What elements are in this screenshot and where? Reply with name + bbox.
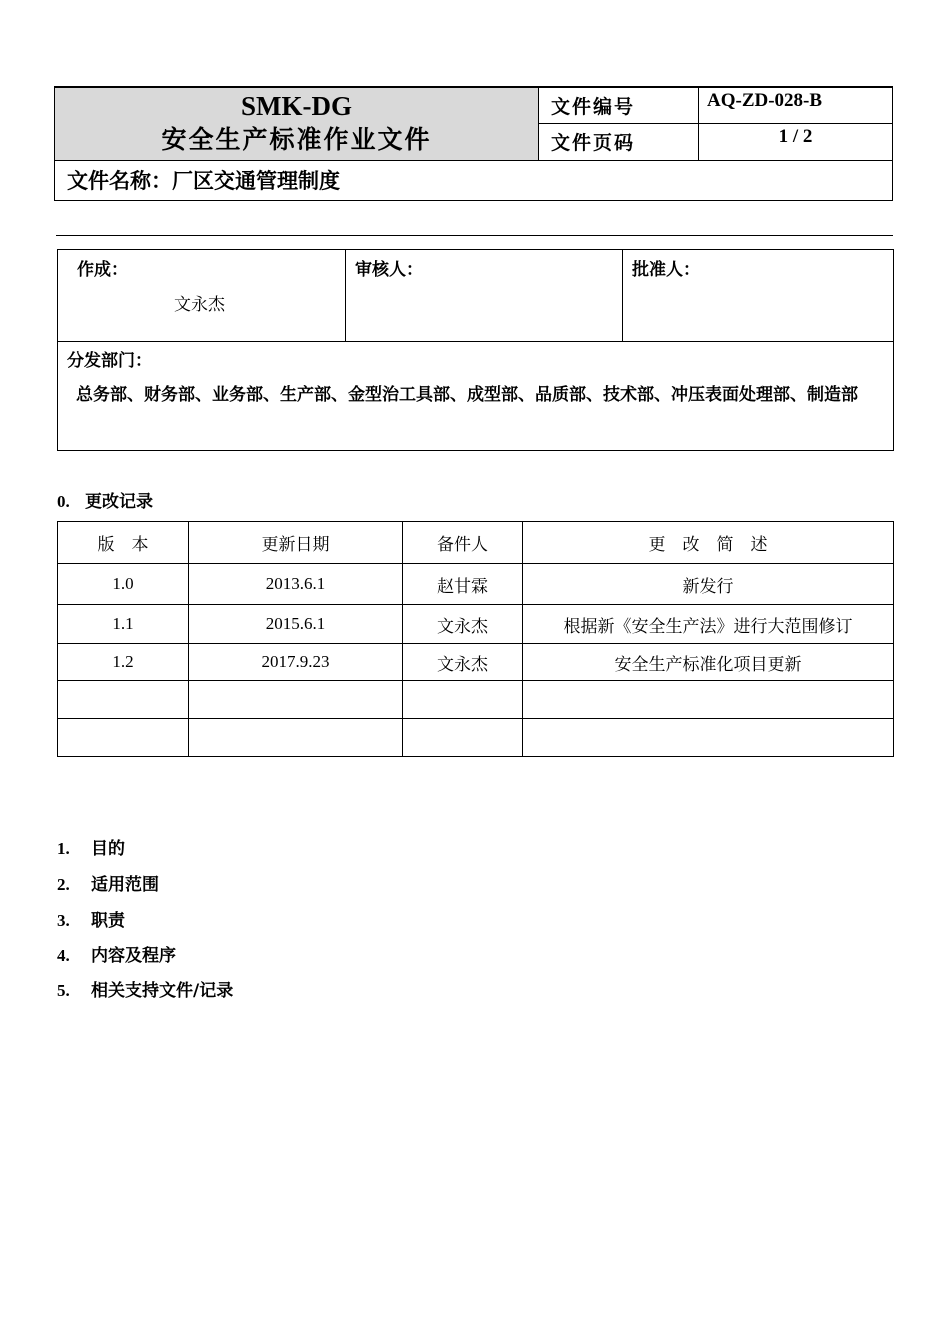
toc-number: 5.	[57, 981, 70, 1000]
table-row	[58, 681, 894, 719]
reviewer-cell	[346, 250, 623, 342]
page-number-value: 1 / 2	[699, 123, 893, 160]
reviewer-label: 审核人：	[355, 260, 423, 280]
toc-number: 4.	[57, 946, 70, 965]
editor-cell: 文永杰	[403, 644, 523, 681]
toc-item-scope	[57, 870, 159, 895]
editor-cell: 赵甘霖	[403, 564, 523, 605]
date-cell	[189, 719, 403, 757]
toc-title: 目的	[91, 839, 125, 859]
distribution-departments: 总务部、财务部、业务部、生产部、金型治工具部、成型部、品质部、技术部、冲压表面处理部、制造部	[76, 385, 858, 405]
editor-cell: 文永杰	[403, 605, 523, 644]
description-cell: 安全生产标准化项目更新	[523, 644, 894, 681]
approver-cell	[623, 250, 894, 342]
change-log-title	[57, 487, 153, 512]
toc-number: 1.	[57, 839, 70, 858]
description-cell: 根据新《安全生产法》进行大范围修订	[523, 605, 894, 644]
change-log-header-row	[58, 522, 894, 564]
editor-cell	[403, 719, 523, 757]
document-header	[54, 86, 893, 201]
toc-title: 内容及程序	[91, 946, 176, 966]
date-cell: 2013.6.1	[189, 564, 403, 605]
version-cell	[58, 681, 189, 719]
editor-cell	[403, 681, 523, 719]
table-row	[58, 605, 894, 644]
author-cell	[58, 250, 346, 342]
table-row	[58, 719, 894, 757]
change-log-table	[57, 521, 894, 757]
toc-item-content-procedure	[57, 941, 176, 966]
company-name: SMK-DG	[241, 90, 352, 121]
header-title-cell	[55, 87, 539, 160]
header-version: 版 本	[58, 522, 189, 564]
table-row	[58, 564, 894, 605]
distribution-cell	[58, 342, 894, 451]
change-log-section-title: 更改记录	[85, 492, 153, 512]
document-name: 文件名称：厂区交通管理制度	[55, 160, 893, 200]
date-cell	[189, 681, 403, 719]
change-log-section-number: 0.	[57, 492, 70, 511]
header-editor: 备件人	[403, 522, 523, 564]
toc-title: 职责	[91, 911, 125, 931]
description-cell	[523, 681, 894, 719]
date-cell: 2017.9.23	[189, 644, 403, 681]
toc-item-purpose	[57, 834, 125, 859]
header-update-date: 更新日期	[189, 522, 403, 564]
author-name: 文永杰	[174, 295, 225, 315]
header-divider	[56, 235, 893, 236]
doc-number-value: AQ-ZD-028-B	[699, 87, 893, 123]
description-cell	[523, 719, 894, 757]
header-description: 更 改 简 述	[523, 522, 894, 564]
date-cell: 2015.6.1	[189, 605, 403, 644]
author-label: 作成：	[77, 260, 128, 280]
toc-number: 2.	[57, 875, 70, 894]
toc-title: 相关支持文件/记录	[91, 981, 234, 1001]
version-cell: 1.0	[58, 564, 189, 605]
page-number-label: 文件页码	[539, 123, 699, 160]
distribution-label: 分发部门：	[67, 351, 152, 371]
toc-title: 适用范围	[91, 875, 159, 895]
toc-number: 3.	[57, 911, 70, 930]
doc-number-label: 文件编号	[539, 87, 699, 123]
version-cell: 1.1	[58, 605, 189, 644]
description-cell: 新发行	[523, 564, 894, 605]
version-cell: 1.2	[58, 644, 189, 681]
document-type-title: 安全生产标准作业文件	[161, 124, 432, 154]
toc-item-responsibilities	[57, 906, 125, 931]
approver-label: 批准人：	[632, 260, 700, 280]
approval-table	[57, 249, 894, 451]
table-row	[58, 644, 894, 681]
toc-item-related-documents	[57, 976, 233, 1001]
version-cell	[58, 719, 189, 757]
